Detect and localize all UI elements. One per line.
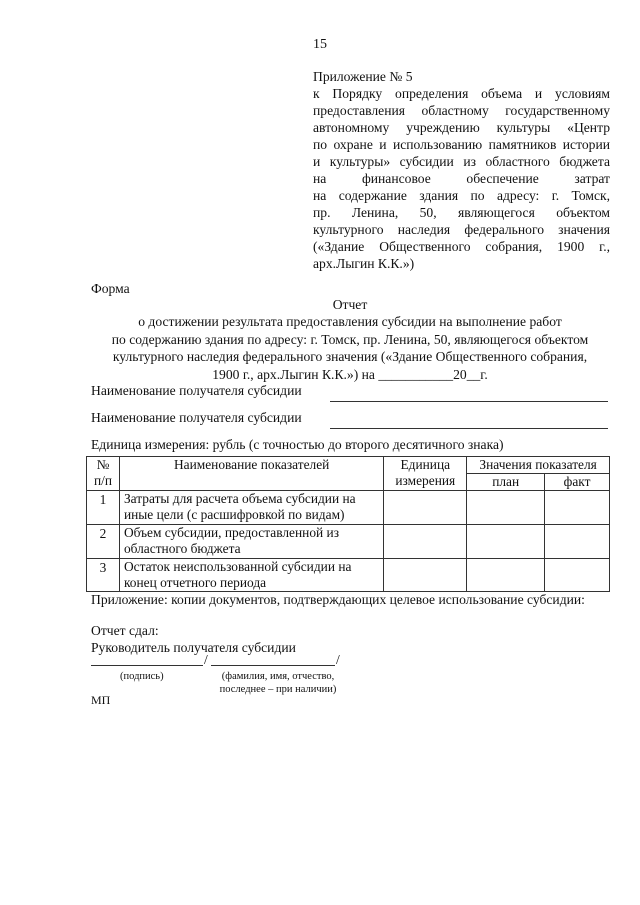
row-fact-cell[interactable] [545, 558, 610, 592]
units-text: Единица измерения: рубль (с точностью до второго десятичного знака) [91, 437, 504, 452]
appendix-line: на финансовое обеспечение затрат [313, 171, 610, 186]
row-unit-cell[interactable] [384, 558, 467, 592]
caption-name-line: последнее – при наличии) [219, 684, 337, 695]
row-name-line: областного бюджета [123, 541, 241, 557]
indicators-table [86, 456, 610, 592]
row-name-line: иные цели (с расшифровкой по видам) [123, 507, 345, 523]
attachment-text: Приложение: копии документов, подтверждающих целевое использование субсидии: [91, 592, 585, 607]
name-line[interactable] [211, 665, 335, 666]
header-unit-line: измерения [395, 473, 456, 488]
appendix-line: («Здание Общественного собрания, 1900 г., [313, 239, 610, 254]
header-unit [384, 457, 467, 491]
row-name-line: конец отчетного периода [123, 575, 267, 591]
signature-lines [91, 651, 351, 671]
appendix-line: арх.Лыгин К.К.») [313, 256, 415, 271]
row-num: 2 [87, 524, 120, 558]
appendix-header [313, 68, 610, 272]
row-num: 1 [87, 491, 120, 525]
report-title-line: о достижении результата предоставления субсидии на выполнение работ [138, 314, 562, 330]
report-title [90, 296, 610, 383]
caption-name-line: (фамилия, имя, отчество, [221, 671, 335, 682]
report-title-line: по содержанию здания по адресу: г. Томск, пр. Ленина, 50, являющегося объектом [111, 331, 589, 347]
recipient-line-2[interactable] [330, 428, 608, 429]
stamp-place: МП [91, 693, 111, 707]
table-row [87, 524, 610, 558]
row-fact-cell[interactable] [545, 491, 610, 525]
submitted-label: Отчет сдал: [91, 623, 159, 638]
form-label: Форма [91, 281, 130, 296]
row-unit-cell[interactable] [384, 491, 467, 525]
slash: / [204, 652, 208, 667]
page-number: 15 [313, 37, 327, 52]
recipient-line-1[interactable] [330, 401, 608, 402]
table-row [87, 491, 610, 525]
signature-line[interactable] [91, 665, 203, 666]
appendix-line: на содержание здания по адресу: г. Томск, [313, 188, 610, 203]
row-plan-cell[interactable] [467, 524, 545, 558]
row-name-line: Затраты для расчета объема субсидии на [123, 491, 356, 506]
header-unit-line: Единица [400, 457, 451, 472]
row-name-line: Объем субсидии, предоставленной из [123, 524, 339, 540]
appendix-title: Приложение № 5 [313, 69, 413, 84]
header-num [87, 457, 120, 491]
appendix-line: предоставления областному государственному [313, 103, 610, 118]
report-title-line: Отчет [332, 297, 368, 312]
row-plan-cell[interactable] [467, 491, 545, 525]
row-name-line: Остаток неиспользованной субсидии на [123, 558, 352, 574]
row-name [119, 558, 383, 592]
header-name-text: Наименование показателей [173, 457, 330, 472]
recipient-field-1 [91, 382, 611, 399]
slash: / [336, 652, 340, 667]
row-plan-cell[interactable] [467, 558, 545, 592]
appendix-line: пр. Ленина, 50, являющегося объектом [313, 205, 610, 220]
header-num-line: № [96, 457, 110, 472]
appendix-line: по охране и использованию памятников истории [313, 137, 610, 152]
header-values: Значения показателя [467, 457, 610, 474]
appendix-line: автономному учреждению культуры «Центр [313, 120, 610, 135]
caption-name [215, 670, 341, 696]
recipient-label: Наименование получателя субсидии [91, 410, 302, 425]
recipient-field-2 [91, 409, 611, 426]
row-unit-cell[interactable] [384, 524, 467, 558]
caption-signature: (подпись) [120, 671, 164, 682]
header-name [119, 457, 383, 491]
row-name [119, 524, 383, 558]
head-label: Руководитель получателя субсидии [91, 640, 296, 655]
row-fact-cell[interactable] [545, 524, 610, 558]
header-plan: план [467, 474, 545, 491]
header-fact: факт [545, 474, 610, 491]
appendix-line: к Порядку определения объема и условиям [313, 86, 610, 101]
report-title-line: 1900 г., арх.Лыгин К.К.») на ___________20__г. [212, 366, 488, 382]
row-num: 3 [87, 558, 120, 592]
appendix-line: культурного наследия федерального значения [313, 222, 610, 237]
header-num-line: п/п [93, 473, 112, 488]
row-name [119, 491, 383, 525]
appendix-line: и культуры» субсидии из областного бюджета [313, 154, 610, 169]
recipient-label: Наименование получателя субсидии [91, 383, 302, 398]
table-row [87, 558, 610, 592]
report-title-line: культурного наследия федерального значения («Здание Общественного собрания, [112, 349, 588, 365]
